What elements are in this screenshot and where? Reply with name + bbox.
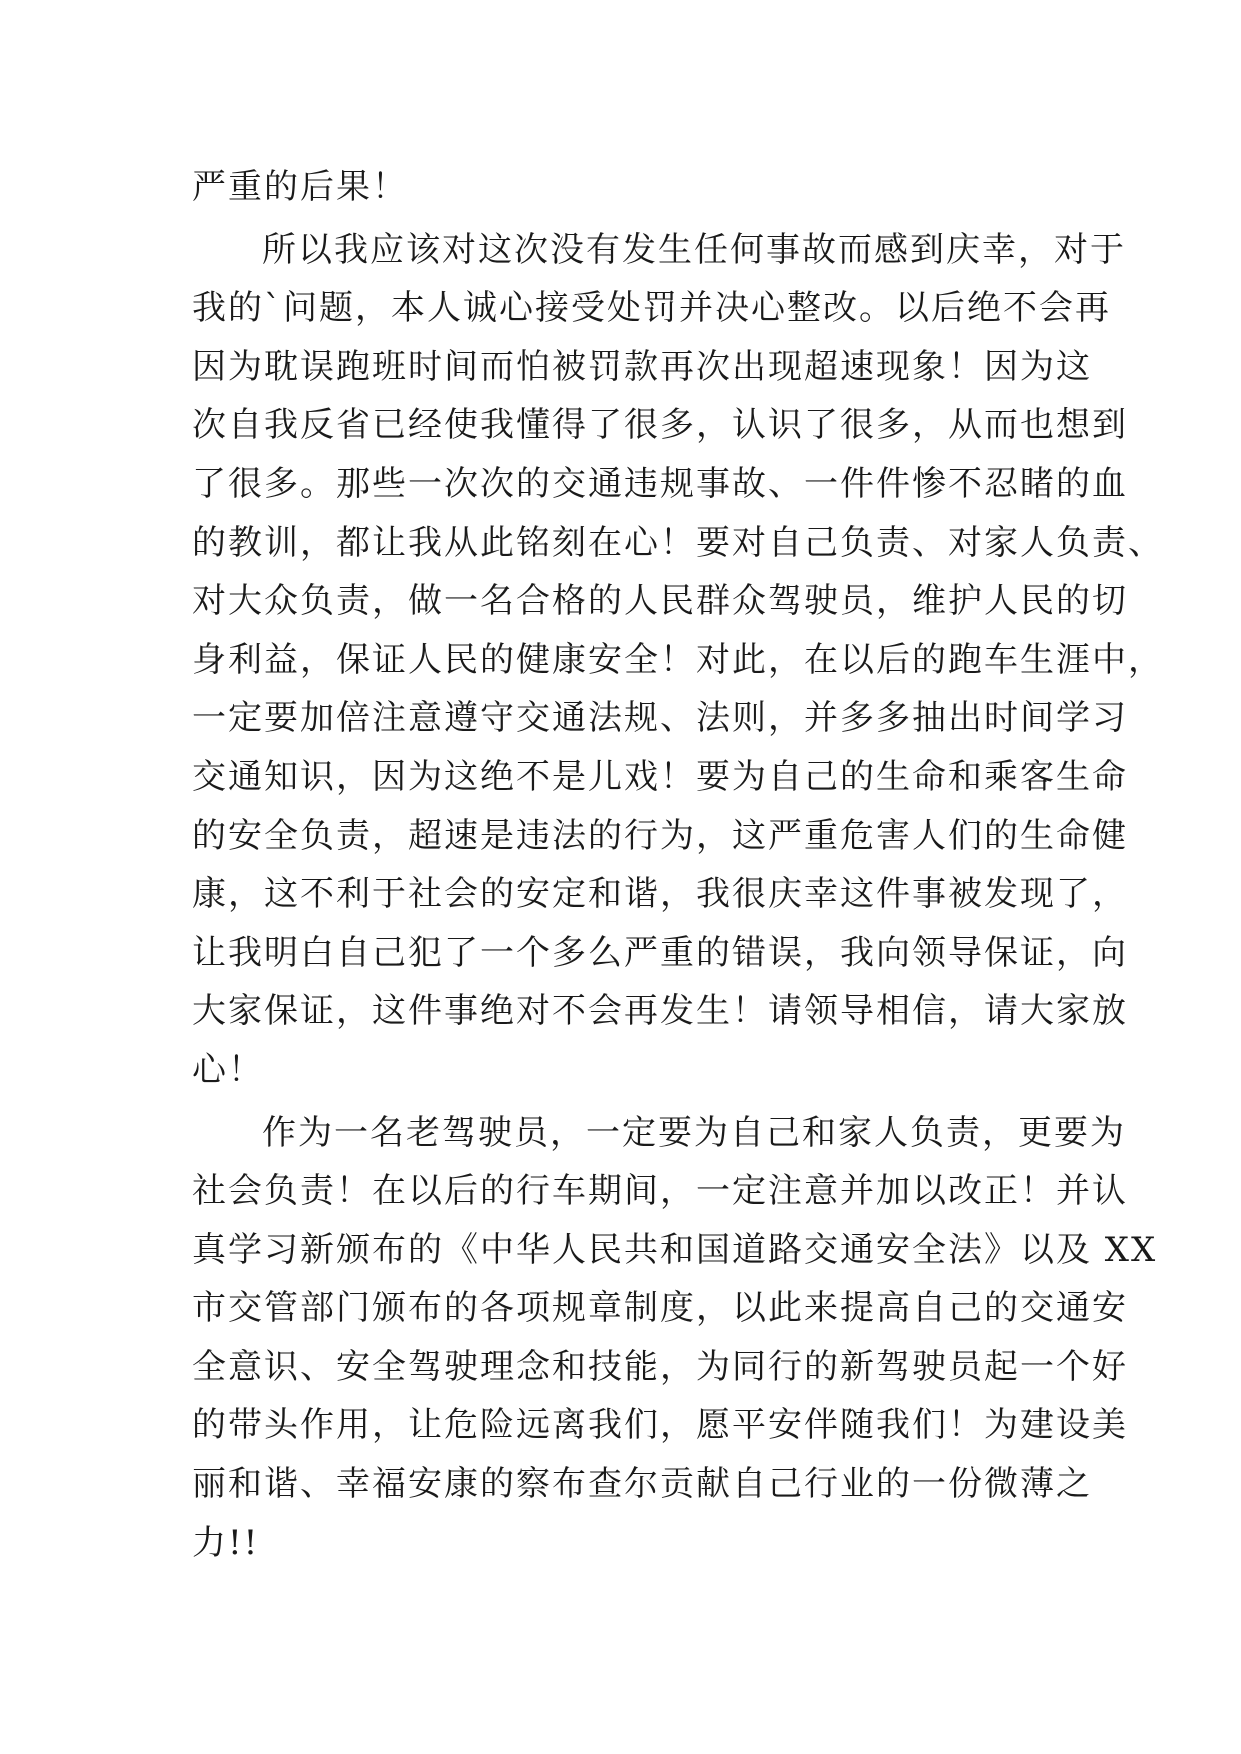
text-line: 的带头作用，让危险远离我们，愿平安伴随我们！为建设美 — [192, 1405, 1128, 1446]
text-line: 我的`问题，本人诚心接受处罚并决心整改。以后绝不会再 — [192, 288, 1111, 329]
text-line: 市交管部门颁布的各项规章制度，以此来提高自己的交通安 — [192, 1288, 1128, 1329]
text-line: 真学习新颁布的《中华人民共和国道路交通安全法》以及 XX — [192, 1229, 1158, 1270]
paragraph — [192, 1104, 1158, 1573]
text-line: 大家保证，这件事绝对不会再发生！请领导相信，请大家放 — [192, 991, 1128, 1032]
text-line: 社会负责！在以后的行车期间，一定注意并加以改正！并认 — [192, 1171, 1128, 1212]
text-line: 力!! — [192, 1522, 260, 1563]
text-line: 身利益，保证人民的健康安全！对此，在以后的跑车生涯中， — [192, 639, 1164, 680]
text-line: 了很多。那些一次次的交通违规事故、一件件惨不忍睹的血 — [192, 463, 1128, 504]
text-line: 的教训，都让我从此铭刻在心！要对自己负责、对家人负责、 — [192, 522, 1164, 563]
text-line: 交通知识，因为这绝不是儿戏！要为自己的生命和乘客生命 — [192, 756, 1128, 797]
text-line: 对大众负责，做一名合格的人民群众驾驶员，维护人民的切 — [192, 581, 1128, 622]
text-line: 心！ — [192, 1049, 264, 1090]
text-line: 严重的后果！ — [192, 167, 408, 207]
text-line: 让我明白自己犯了一个多么严重的错误，我向领导保证，向 — [192, 932, 1128, 973]
text-line: 作为一名老驾驶员，一定要为自己和家人负责，更要为 — [262, 1112, 1126, 1153]
text-line: 康，这不利于社会的安定和谐，我很庆幸这件事被发现了， — [192, 874, 1128, 915]
text-line: 的安全负责，超速是违法的行为，这严重危害人们的生命健 — [192, 815, 1128, 856]
text-line: 一定要加倍注意遵守交通法规、法则，并多多抽出时间学习 — [192, 698, 1128, 739]
text-line: 丽和谐、幸福安康的察布查尔贡献自己行业的一份微薄之 — [192, 1464, 1092, 1505]
text-line: 因为耽误跑班时间而怕被罚款再次出现超速现象！因为这 — [192, 346, 1092, 387]
paragraph — [192, 158, 1072, 217]
paragraph — [192, 221, 1164, 1100]
text-line: 所以我应该对这次没有发生任何事故而感到庆幸，对于 — [262, 229, 1126, 270]
document-body — [192, 158, 1164, 1572]
text-line: 全意识、安全驾驶理念和技能，为同行的新驾驶员起一个好 — [192, 1346, 1128, 1387]
text-line: 次自我反省已经使我懂得了很多，认识了很多，从而也想到 — [192, 405, 1128, 446]
